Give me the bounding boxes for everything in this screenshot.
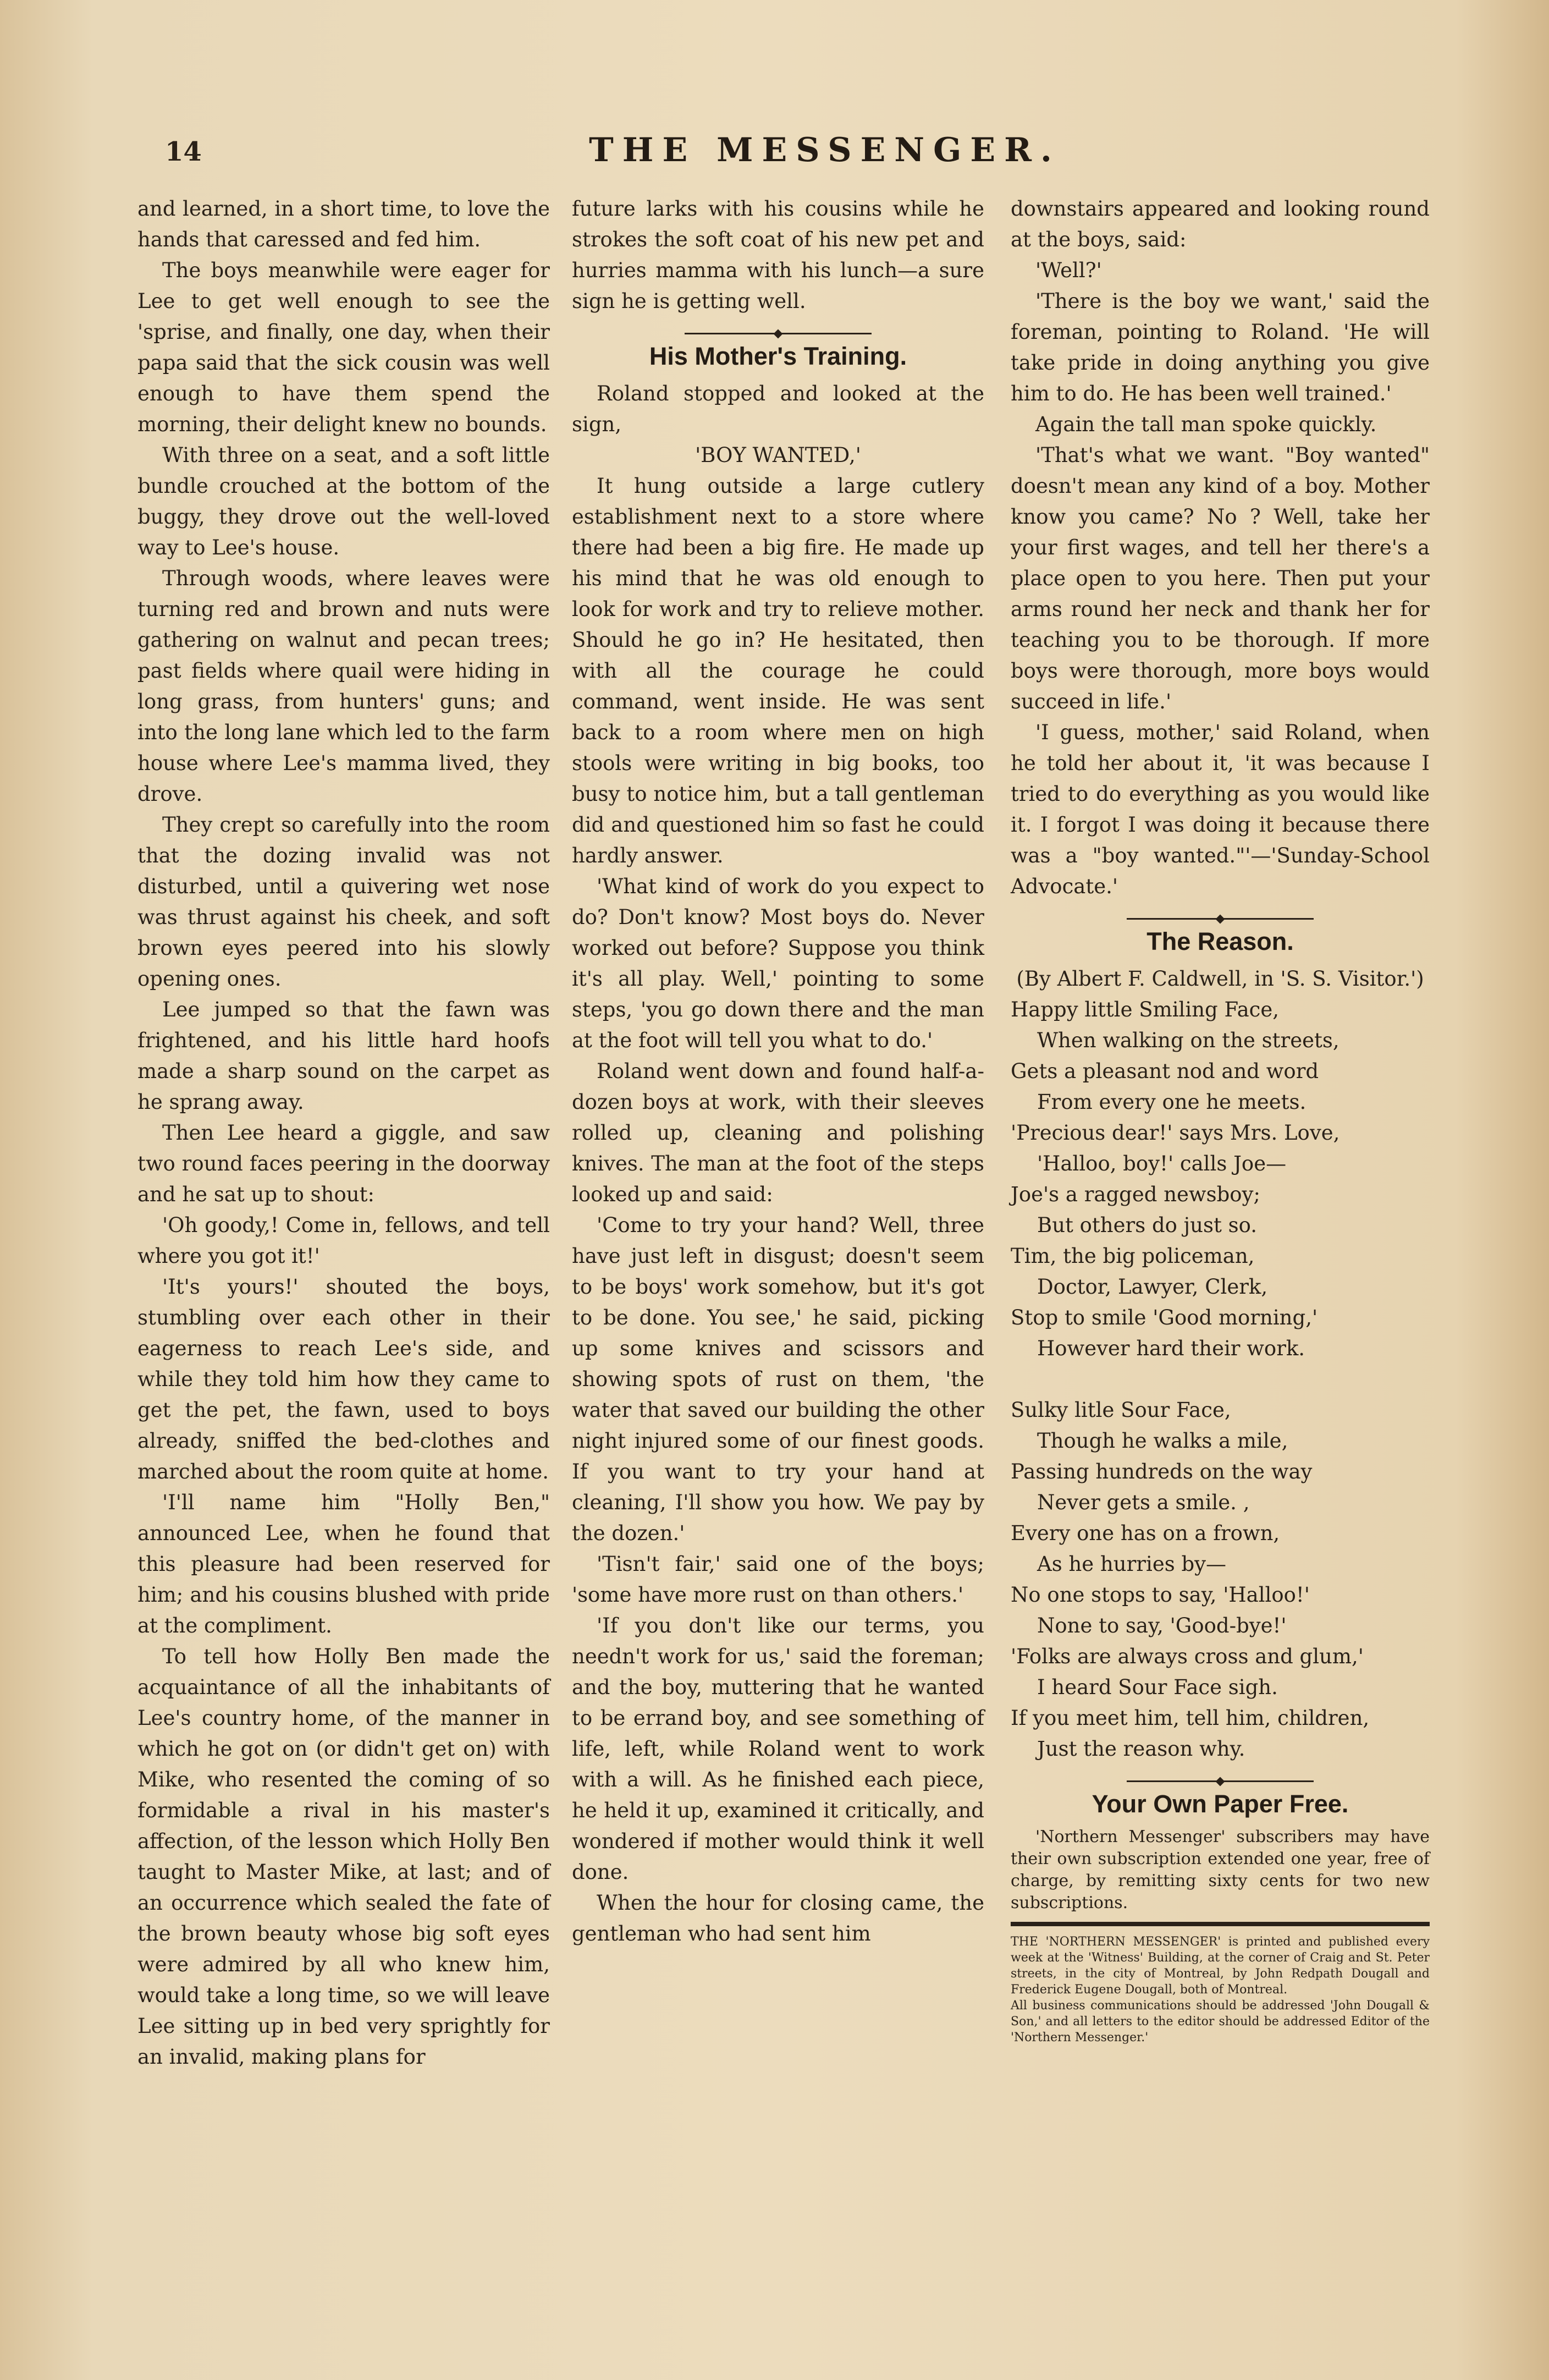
section-divider	[1011, 902, 1430, 921]
poem-line: Passing hundreds on the way	[1011, 1460, 1313, 1483]
paragraph: The boys meanwhile were eager for Lee to get well enough to see the 'sprise, and finally, one day, when their papa said that the sick cousin was well enough to have them spend the morning, their delight knew no bounds.	[137, 259, 550, 436]
section-divider	[572, 317, 984, 336]
section-divider	[1011, 1765, 1430, 1783]
poem-line: I heard Sour Face sigh.	[1037, 1675, 1278, 1699]
poem-line: Tim, the big policeman,	[1011, 1244, 1255, 1268]
poem-byline: (By Albert F. Caldwell, in 'S. S. Visitor.')	[1016, 967, 1424, 991]
poem-line: From every one he meets.	[1037, 1090, 1307, 1114]
paragraph: 'What kind of work do you expect to do? Don't know? Most boys do. Never worked out before? Suppose you think it's all play. Well,' pointing to some steps, 'you go down there and the man at the foot will tell you what to do.'	[572, 875, 984, 1052]
paragraph: Roland went down and found half-a-dozen boys at work, with their sleeves rolled up, cleaning and polishing knives. The man at the foot of the steps looked up and said:	[572, 1059, 984, 1206]
paragraph: 'Oh goody,! Come in, fellows, and tell where you got it!'	[137, 1213, 550, 1268]
notice-heading: Your Own Paper Free.	[1092, 1790, 1349, 1818]
column-3	[1011, 194, 1430, 2046]
notice-text: 'Northern Messenger' subscribers may have their own subscription extended one year, free of charge, by remitting sixty cents for two new subscriptions.	[1011, 1827, 1430, 1912]
paragraph: It hung outside a large cutlery establishment next to a store where there had been a big fire. He made up his mind that he was old enough to look for work and try to relieve mother. Should he go in? He hesitated, then with all the courage he could command, went inside. He was sent back to a room where men on high stools were writing in big books, too busy to notice him, but a tall gentleman did and questioned him so fast he could hardly answer.	[572, 474, 984, 867]
imprint-text: THE 'NORTHERN MESSENGER' is printed and published every week at the 'Witness' Building, at the corner of Craig and St. Peter streets, in the city of Montreal, by John Redpath Dougall and Frederick Eugene Dougall, both of Montreal.	[1011, 1935, 1430, 1997]
sign-text: 'BOY WANTED,'	[695, 443, 861, 467]
poem-line: None to say, 'Good-bye!'	[1037, 1614, 1287, 1637]
poem-line: Gets a pleasant nod and word	[1011, 1059, 1319, 1083]
column-2	[572, 194, 984, 1949]
poem-line: Sulky litle Sour Face,	[1011, 1398, 1231, 1422]
poem-heading: The Reason.	[1146, 927, 1294, 955]
poem-line: But others do just so.	[1037, 1213, 1257, 1237]
poem-line: 'Halloo, boy!' calls Joe—	[1037, 1152, 1287, 1175]
paragraph: With three on a seat, and a soft little bundle crouched at the bottom of the buggy, they drove out the well-loved way to Lee's house.	[137, 443, 550, 559]
poem-line: Joe's a ragged newsboy;	[1011, 1183, 1260, 1206]
poem-line: As he hurries by—	[1037, 1552, 1227, 1576]
paragraph: Lee jumped so that the fawn was frightened, and his little hard hoofs made a sharp sound on the carpet as he sprang away.	[137, 998, 550, 1114]
poem-line: Stop to smile 'Good morning,'	[1011, 1306, 1318, 1329]
paragraph: and learned, in a short time, to love the hands that caressed and fed him.	[137, 197, 550, 251]
paragraph: 'If you don't like our terms, you needn't work for us,' said the foreman; and the boy, muttering that he wanted to be errand boy, and see something of life, left, while Roland went to work with a will. As he finished each piece, he held it up, examined it critically, and wondered if mother would think it well done.	[572, 1614, 984, 1884]
paragraph: Through woods, where leaves were turning red and brown and nuts were gathering on walnut and pecan trees; past fields where quail were hiding in long grass, from hunters' guns; and into the long lane which led to the farm house where Lee's mamma lived, they drove.	[137, 567, 550, 806]
paragraph: When the hour for closing came, the gentleman who had sent him	[572, 1891, 984, 1945]
paragraph: They crept so carefully into the room that the dozing invalid was not disturbed, until a quivering wet nose was thrust against his cheek, and soft brown eyes peered into his slowly opening ones.	[137, 813, 550, 991]
poem-line: 'Folks are always cross and glum,'	[1011, 1645, 1364, 1668]
paragraph: Roland stopped and looked at the sign,	[572, 382, 984, 436]
poem-line: 'Precious dear!' says Mrs. Love,	[1011, 1121, 1340, 1145]
poem-line: Just the reason why.	[1037, 1737, 1245, 1761]
story-heading: His Mother's Training.	[649, 342, 907, 370]
poem-line: Every one has on a frown,	[1011, 1521, 1280, 1545]
paragraph: 'Tisn't fair,' said one of the boys; 'some have more rust on than others.'	[572, 1552, 984, 1607]
poem-stanza-1	[1011, 994, 1430, 1364]
imprint-rule	[1011, 1922, 1430, 1926]
masthead-title: THE MESSENGER.	[589, 131, 1061, 169]
column-1	[137, 194, 550, 2073]
paragraph: Again the tall man spoke quickly.	[1035, 413, 1377, 436]
paragraph: Then Lee heard a giggle, and saw two round faces peering in the doorway and he sat up to shout:	[137, 1121, 550, 1206]
poem-line: Though he walks a mile,	[1037, 1429, 1288, 1453]
poem-line: If you meet him, tell him, children,	[1011, 1706, 1370, 1730]
paragraph: future larks with his cousins while he strokes the soft coat of his new pet and hurries mamma with his lunch—a sure sign he is getting well.	[572, 197, 984, 313]
paragraph: 'Come to try your hand? Well, three have just left in disgust; doesn't seem to be boys' work somehow, but it's got to be done. You see,' he said, picking up some knives and scissors and showing spots of rust on them, 'the water that saved our building the other night injured some of our finest goods. If you want to try your hand at cleaning, I'll show you how. We pay by the dozen.'	[572, 1213, 984, 1545]
paragraph: To tell how Holly Ben made the acquaintance of all the inhabitants of Lee's country home, of the manner in which he got on (or didn't get on) with Mike, who resented the coming of so formidable a rival in his master's affection, of the lesson which Holly Ben taught to Master Mike, at last; and of an occurrence which sealed the fate of the brown beauty whose big soft eyes were admired by all who knew him, would take a long time, so we will leave Lee sitting up in bed very sprightly for an invalid, making plans for	[137, 1645, 550, 2069]
poem-stanza-2	[1011, 1395, 1430, 1765]
stanza-gap	[1011, 1364, 1430, 1395]
poem-line: Doctor, Lawyer, Clerk,	[1037, 1275, 1268, 1299]
paragraph: downstairs appeared and looking round at the boys, said:	[1011, 197, 1430, 251]
paragraph: 'It's yours!' shouted the boys, stumbling over each other in their eagerness to reach Lee's side, and while they told him how they came to get the pet, the fawn, used to boys already, sniffed the bed-clothes and marched about the room quite at home.	[137, 1275, 550, 1483]
poem-line: Never gets a smile. ,	[1037, 1491, 1250, 1514]
paragraph: 'I guess, mother,' said Roland, when he told her about it, 'it was because I tried to do everything as you would like it. I forgot I was doing it because there was a "boy wanted."'—'Sunday-School Advocate.'	[1011, 721, 1430, 898]
paragraph: 'That's what we want. "Boy wanted" doesn't mean any kind of a boy. Mother know you came? No ? Well, take her your first wages, and tell her there's a place open to you here. Then put your arms round her neck and thank her for teaching you to be thorough. If more boys were thorough, more boys would succeed in life.'	[1011, 443, 1430, 713]
paragraph: 'I'll name him "Holly Ben," announced Lee, when he found that this pleasure had been reserved for him; and his cousins blushed with pride at the compliment.	[137, 1491, 550, 1637]
paragraph: 'There is the boy we want,' said the foreman, pointing to Roland. 'He will take pride in doing anything you give him to do. He has been well trained.'	[1011, 289, 1430, 405]
poem-line: Happy little Smiling Face,	[1011, 998, 1280, 1021]
poem-line: No one stops to say, 'Halloo!'	[1011, 1583, 1310, 1607]
imprint-text: All business communications should be addressed 'John Dougall & Son,' and all letters to the editor should be addressed Editor of the 'Northern Messenger.'	[1011, 1999, 1430, 2044]
poem-line: When walking on the streets,	[1037, 1029, 1339, 1052]
poem-line: However hard their work.	[1037, 1337, 1305, 1360]
paragraph: 'Well?'	[1035, 259, 1102, 282]
page-number: 14	[165, 136, 202, 167]
